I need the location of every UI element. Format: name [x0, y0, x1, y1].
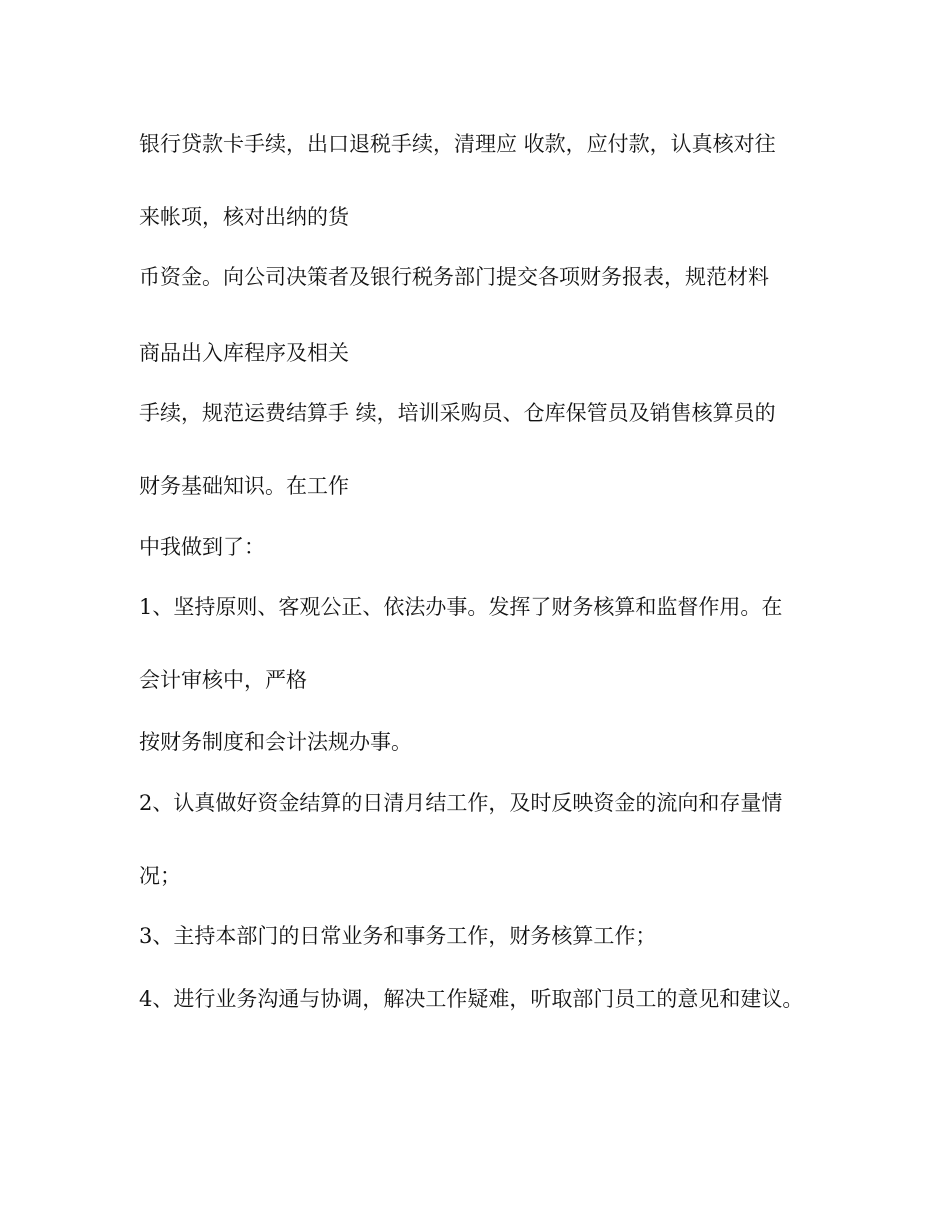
text-line: 手续，规范运费结算手 续，培训采购员、仓库保管员及销售核算员的: [139, 401, 776, 425]
text-line: 银行贷款卡手续，出口退税手续，清理应 收款，应付款，认真核对往: [139, 132, 776, 156]
text-line: 3、主持本部门的日常业务和事务工作，财务核算工作；: [139, 924, 657, 948]
text-line: 来帐项，核对出纳的货: [139, 205, 349, 229]
text-line: 4、进行业务沟通与协调，解决工作疑难，听取部门员工的意见和建议。: [139, 987, 804, 1011]
text-line: 商品出入库程序及相关: [139, 341, 349, 365]
text-line: 币资金。向公司决策者及银行税务部门提交各项财务报表，规范材料: [139, 265, 769, 289]
text-line: 按财务制度和会计法规办事。: [139, 730, 412, 754]
text-line: 中我做到了：: [139, 535, 265, 559]
text-line: 1、坚持原则、客观公正、依法办事。发挥了财务核算和监督作用。在: [139, 595, 783, 619]
text-line: 财务基础知识。在工作: [139, 474, 349, 498]
text-line: 会计审核中，严格: [139, 668, 307, 692]
text-line: 2、认真做好资金结算的日清月结工作，及时反映资金的流向和存量情: [139, 791, 783, 815]
text-line: 况；: [139, 864, 181, 888]
